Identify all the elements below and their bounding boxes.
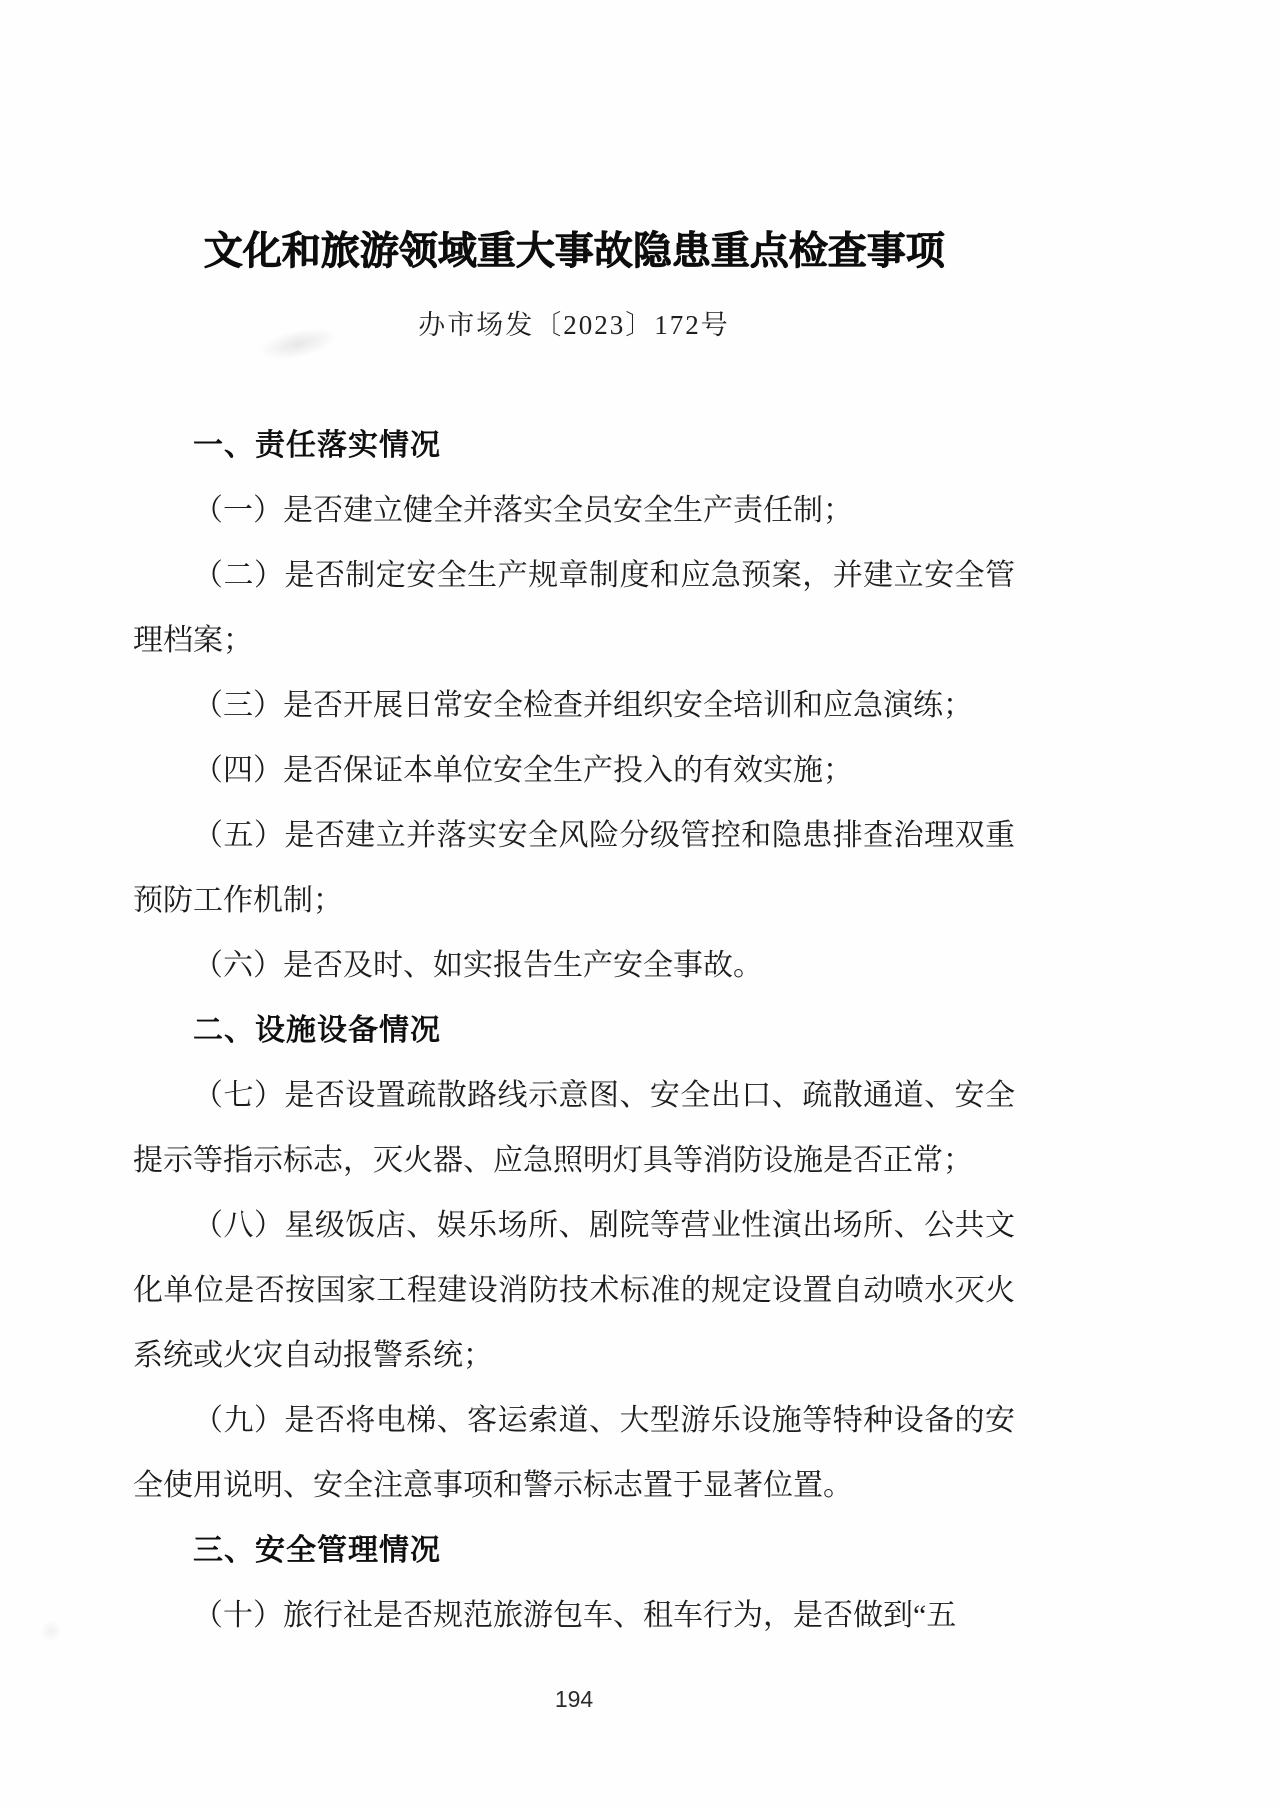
check-item-5: （五）是否建立并落实安全风险分级管控和隐患排查治理双重预防工作机制； — [133, 819, 1015, 917]
document-title: 文化和旅游领域重大事故隐患重点检查事项 — [203, 230, 945, 273]
check-item-6: （六）是否及时、如实报告生产安全事故。 — [193, 949, 763, 982]
section-heading-facilities: 二、设施设备情况 — [193, 1014, 441, 1047]
document-number: 办市场发〔2023〕172号 — [418, 310, 730, 340]
check-item-10: （十）旅行社是否规范旅游包车、租车行为，是否做到“五 — [193, 1599, 957, 1632]
check-item-7: （七）是否设置疏散路线示意图、安全出口、疏散通道、安全提示等指示标志，灭火器、应急照明灯具等消防设施是否正常； — [133, 1079, 1015, 1177]
check-item-4: （四）是否保证本单位安全生产投入的有效实施； — [193, 754, 853, 787]
section-heading-responsibility: 一、责任落实情况 — [193, 429, 441, 462]
section-heading-safety-management: 三、安全管理情况 — [193, 1534, 441, 1567]
check-item-3: （三）是否开展日常安全检查并组织安全培训和应急演练； — [193, 689, 973, 722]
scan-smudge — [40, 1620, 62, 1642]
document-body — [133, 413, 1015, 1648]
check-item-9: （九）是否将电梯、客运索道、大型游乐设施等特种设备的安全使用说明、安全注意事项和警示标志置于显著位置。 — [133, 1404, 1015, 1502]
page-number: 194 — [554, 1686, 594, 1712]
check-item-2: （二）是否制定安全生产规章制度和应急预案，并建立安全管理档案； — [133, 559, 1015, 657]
check-item-1: （一）是否建立健全并落实全员安全生产责任制； — [193, 494, 853, 527]
check-item-8: （八）星级饭店、娱乐场所、剧院等营业性演出场所、公共文化单位是否按国家工程建设消防技术标准的规定设置自动喷水灭火系统或火灾自动报警系统； — [133, 1209, 1015, 1372]
